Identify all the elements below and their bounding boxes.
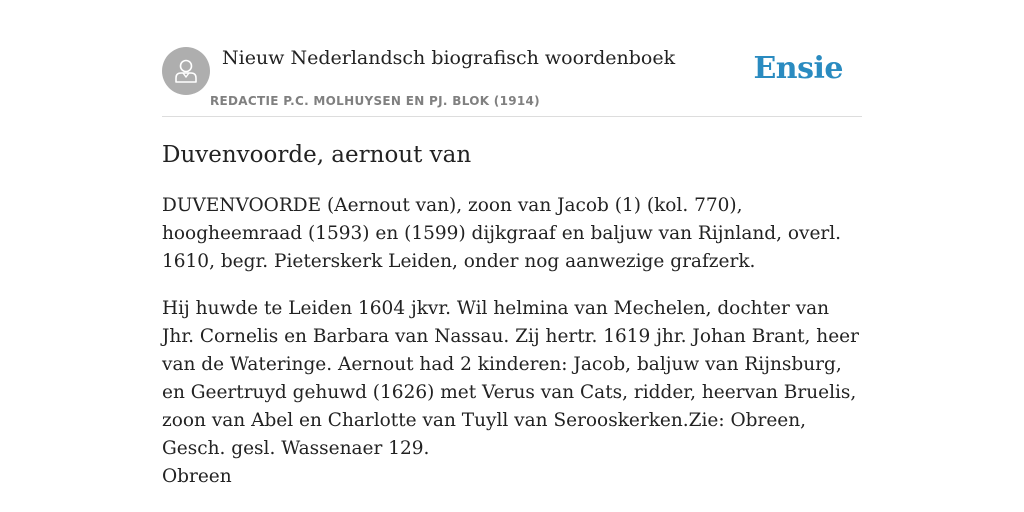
book-title[interactable]: Nieuw Nederlandsch biografisch woordenboek	[222, 47, 676, 69]
entry-paragraph-1: DUVENVOORDE (Aernout van), zoon van Jacob (1) (kol. 770), hoogheemraad (1593) en (1599) dijkgraaf en baljuw van Rijnland, overl. 1610, begr. Pieterskerk Leiden, onder nog aanwezige grafzerk.	[162, 195, 842, 272]
ensie-logo[interactable]: Ensie	[753, 51, 843, 86]
book-editors: REDACTIE P.C. MOLHUYSEN EN PJ. BLOK (1914)	[210, 94, 540, 108]
entry-paragraph-2: Hij huwde te Leiden 1604 jkvr. Wil helmina van Mechelen, dochter van Jhr. Cornelis en Barbara van Nassau. Zij hertr. 1619 jhr. Johan Brant, heer van de Wateringe. Aernout had 2 kinderen: Jacob, baljuw van Rijnsburg, en Geertruyd gehuwd (1626) met Verus van Cats, ridder, heervan Bruelis, zoon van Abel en Charlotte van Tuyll van Serooskerken.Zie: Obreen, Gesch. gesl. Wassenaer 129.	[162, 298, 859, 459]
entry-author: Obreen	[162, 466, 232, 487]
avatar[interactable]	[162, 47, 210, 95]
entry-title: Duvenvoorde, aernout van	[162, 142, 472, 168]
user-icon	[162, 47, 210, 95]
source-header	[162, 46, 862, 117]
